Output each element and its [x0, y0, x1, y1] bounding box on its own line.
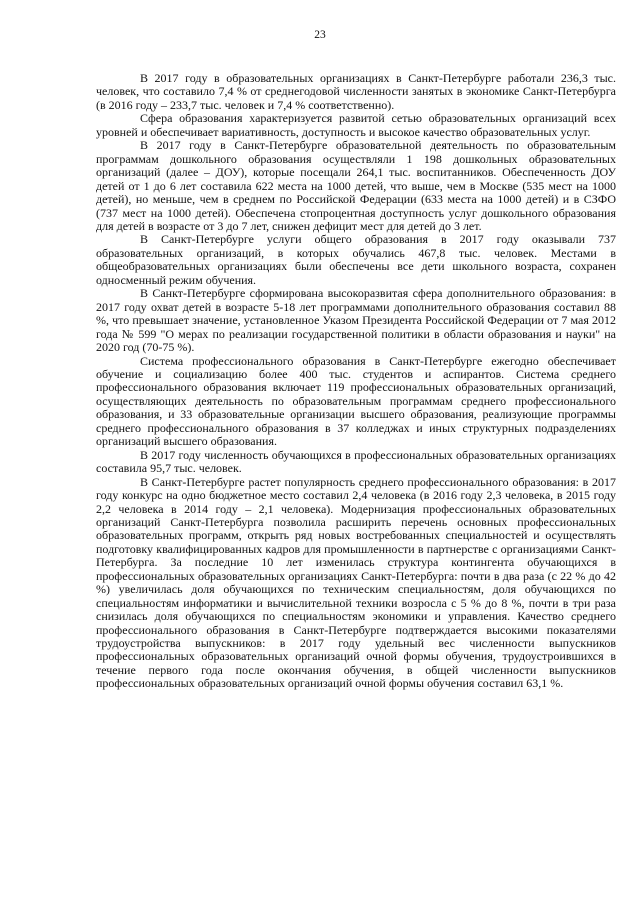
paragraph-staff: В 2017 году в образовательных организациях в Санкт-Петербурге работали 236,3 тыс. человек, что составило 7,4 % от среднегодовой численности занятых в экономике Санкт-Петербурга (в 2016 году – 233,7 тыс. человек и 7,4 % соответственно). — [96, 71, 616, 112]
body-text — [96, 72, 616, 691]
paragraph-professional-system: Система профессионального образования в Санкт-Петербурге ежегодно обеспечивает обучение и социализацию более 400 тыс. студентов и аспирантов. Система среднего профессионального образования включает 119 профессиональных образовательных организаций, осуществляющих деятельность по образовательным программам среднего профессионального образования, и 33 образовательные организации высшего образования, реализующие программы среднего профессионального образования в 37 колледжах и иных структурных подразделениях организаций высшего образования. — [96, 353, 616, 449]
page-number: 23 — [314, 29, 326, 41]
paragraph-additional-education: В Санкт-Петербурге сформирована высокоразвитая сфера дополнительного образования: в 2017 году охват детей в возрасте 5-18 лет программами дополнительного образования составил 88 %, что превышает значение, установленное Указом Президента Российской Федерации от 7 мая 2012 года № 599 "О мерах по реализации государственной политики в области образования и науки" на 2020 год (70-75 %). — [96, 286, 616, 355]
paragraph-preschool: В 2017 году в Санкт-Петербурге образовательной деятельность по образовательным программам дошкольного образования осуществляли 1 198 дошкольных образовательных организаций (далее – ДОУ), которые посещали 264,1 тыс. воспитанников. Обеспеченность ДОУ детей от 1 до 6 лет составила 622 места на 1000 детей, что выше, чем в Москве (535 мест на 1000 детей), но меньше, чем в среднем по Российской Федерации (633 места на 1000 детей) и в СЗФО (737 мест на 1000 детей). Обеспечена стопроцентная доступность услуг дошкольного образования для детей в возрасте от 3 до 7 лет, снижен дефицит мест для детей до 3 лет. — [96, 138, 616, 233]
paragraph-vocational-popularity: В Санкт-Петербурге растет популярность среднего профессионального образования: в 2017 году конкурс на одно бюджетное место составил 2,4 человека (в 2016 году 2,3 человека, в 2015 году 2,2 человека в 2014 году – 2,1 человека). Модернизация профессиональных образовательных организаций Санкт-Петербурга позволила расширить перечень основных профессиональных образовательных программ, открыть ряд новых востребованных специальностей и осуществлять подготовку квалифицированных кадров для промышленности в партнерстве с организациями Санкт-Петербурга. За последние 10 лет изменилась структура контингента обучающихся в профессиональных образовательных организациях Санкт-Петербурга: почти в два раза (с 22 % до 42 %) увеличилась доля обучающихся по техническим специальностям, доля обучающихся по специальностям информатики и вычислительной техники возросла с 5 % до 8 %, почти в три раза снизилась доля обучающихся по специальностям экономики и управления. Качество среднего профессионального образования в Санкт-Петербурге подтверждается высокими показателями трудоустройства выпускников: в 2017 году удельный вес численности выпускников профессиональных образовательных организаций очной формы обучения, трудоустроившихся в течение первого года после окончания обучения, в общей численности выпускников профессиональных образовательных организаций очной формы обучения составил 63,1 %. — [96, 474, 616, 691]
paragraph-general-education: В Санкт-Петербурге услуги общего образования в 2017 году оказывали 737 образовательных организаций, в которых обучались 467,8 тыс. человек. Местами в общеобразовательных организациях были обеспечены все дети школьного возраста, сохранен односменный режим обучения. — [96, 232, 616, 287]
paragraph-education-sphere: Сфера образования характеризуется развитой сетью образовательных организаций всех уровней и обеспечивает вариативность, доступность и высокое качество образовательных услуг. — [96, 111, 616, 139]
paragraph-students-count: В 2017 году численность обучающихся в профессиональных образовательных организациях составила 95,7 тыс. человек. — [96, 447, 616, 476]
